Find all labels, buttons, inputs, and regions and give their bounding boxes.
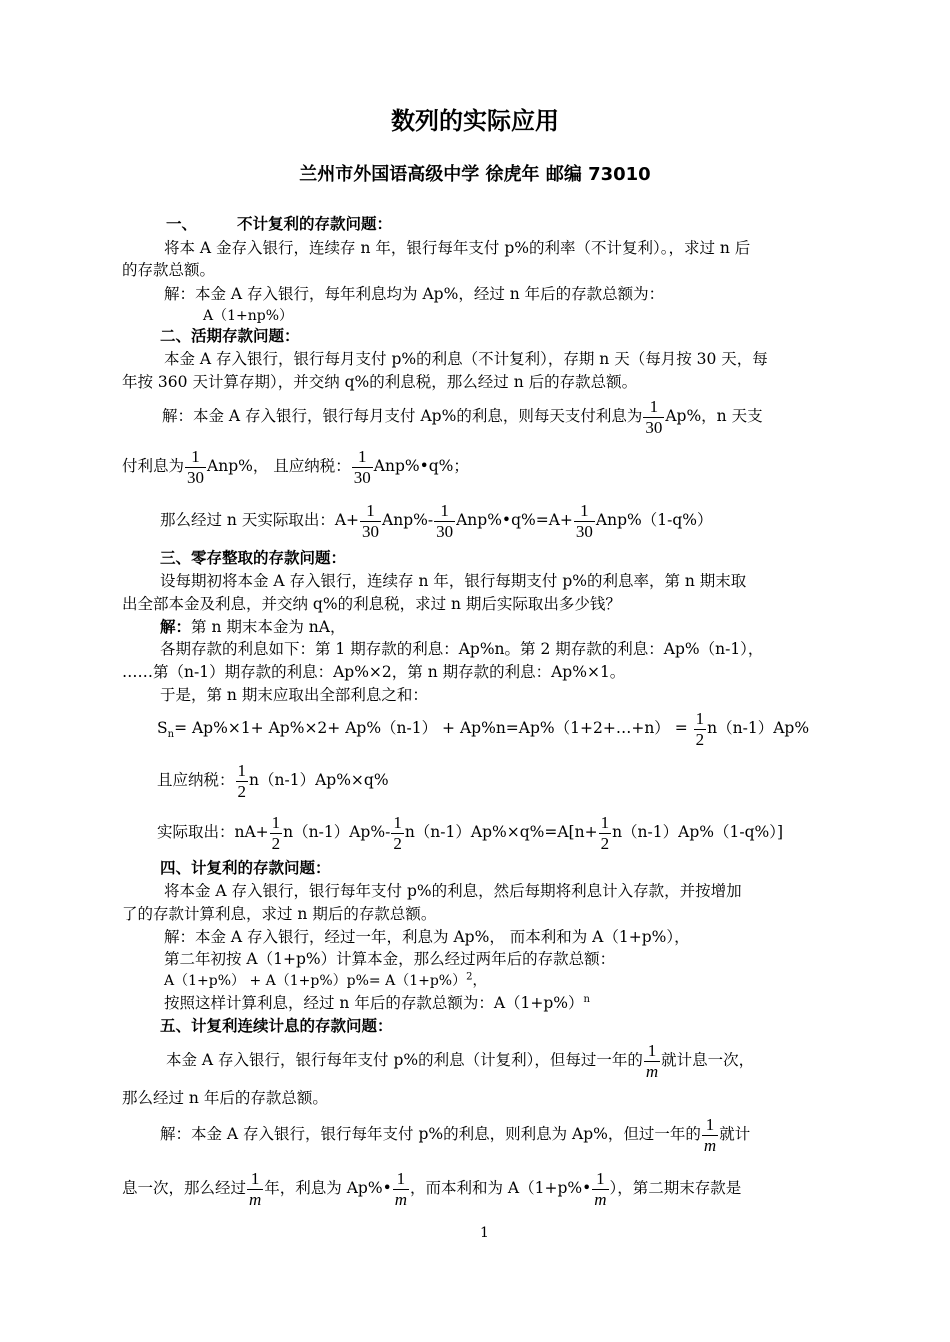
text-segment: ， [472,973,487,989]
text-segment: n（n-1）Ap%- [283,823,391,841]
text-segment: Anp%•q%； [373,457,469,475]
fraction-one-thirtieth [643,397,664,438]
text-segment: 那么经过 n 天实际取出：A+ [160,511,360,529]
text-segment: 实际取出：nA+ [157,823,269,841]
fraction-one-thirtieth [574,501,595,542]
section-3-para-line-1: 设每期初将本金 A 存入银行，连续存 n 年，银行每期支付 p%的利息率，第 n 期末取 [160,572,747,590]
page-number: 1 [480,1225,489,1241]
page-subtitle: 兰州市外国语高级中学 徐虎年 邮编 73010 [299,164,651,185]
text-segment: 息一次，那么经过 [122,1179,247,1197]
text-segment: Anp%， 且应纳税： [207,457,351,475]
fraction-one-half [599,813,612,854]
section-1-solution: 解：本金 A 存入银行，每年利息均为 Ap%，经过 n 年后的存款总额为： [164,285,665,303]
section-4-para-line-1: 将本金 A 存入银行，银行每年支付 p%的利息，然后每期将利息计入存款，并按增加 [164,882,742,900]
text-segment: = Ap%×1+ Ap%×2+ Ap%（n-1） + Ap%n=Ap%（1+2+…+n） = [174,719,688,737]
fraction-denominator: 30 [362,521,380,541]
fraction-denominator: 2 [393,833,402,853]
text-segment: A（1+p%） + A（1+p%）p%= A（1+p%） [164,973,467,989]
section-1-para-line-1: 将本 A 金存入银行，连续存 n 年，银行每年支付 p%的利率（不计复利）。，求过 n 后 [164,239,751,257]
section-1-para-line-2: 的存款总额。 [122,261,216,279]
fraction-denominator: 2 [600,833,610,853]
fraction-denominator: 30 [187,467,205,487]
text-segment: 且应纳税： [157,771,235,789]
text-segment: 年，利息为 Ap%• [264,1179,392,1197]
fraction-denominator: m [703,1135,717,1155]
fraction-one-half [391,813,404,854]
fraction-numerator: 1 [695,708,705,728]
section-2-solution-line-1 [162,396,763,438]
section-5-heading: 五、计复利连续计息的存款问题： [160,1017,393,1035]
text-segment: n（n-1）Ap% [707,719,810,737]
text-segment: n（n-1）Ap%×q% [249,771,389,789]
text-segment: ），第二期末存款是 [609,1179,742,1197]
text-segment: 就计 [719,1125,751,1143]
section-5-solution-line-1 [160,1114,750,1156]
sum-symbol: S [157,719,168,737]
text-segment: 付利息为 [122,457,185,475]
section-3-para-line-5: 于是，第 n 期末应取出全部利息之和： [160,686,428,704]
fraction-numerator: 1 [396,1168,406,1188]
fraction-numerator: 1 [440,500,449,520]
fraction-one-thirtieth [185,447,206,488]
fraction-denominator: 30 [645,417,663,437]
section-3-para-line-4: ……第（n-1）期存款的利息：Ap%×2，第 n 期存款的利息：Ap%×1。 [122,663,626,681]
section-3-sum-formula [157,708,809,750]
fraction-numerator: 1 [191,446,200,466]
text-segment: 就计息一次， [661,1051,755,1069]
fraction-one-over-m [702,1115,718,1156]
section-5-solution-line-2 [122,1168,741,1210]
fraction-numerator: 1 [393,812,402,832]
section-1-heading: 不计复利的存款问题： [237,215,393,233]
section-4-para-line-2: 了的存款计算利息，求过 n 期后的存款总额。 [122,905,437,923]
section-1-result: A（1+np%） [203,308,294,324]
section-4-heading: 四、计复利的存款问题： [160,859,331,877]
section-4-solution-line-4 [164,992,590,1014]
section-4-solution-line-2: 第二年初按 A（1+p%）计算本金，那么经过两年后的存款总额： [164,950,616,968]
fraction-numerator: 1 [600,812,610,832]
fraction-one-over-m [393,1169,409,1210]
section-3-para-line-2: 出全部本金及利息，并交纳 q%的利息税，求过 n 期后实际取出多少钱？ [122,595,621,613]
fraction-one-half [270,813,283,854]
exponent: 2 [466,971,473,983]
fraction-one-over-m [592,1169,608,1210]
fraction-numerator: 1 [358,446,367,466]
section-4-solution-line-3 [164,970,487,992]
section-2-solution-line-3 [160,500,712,542]
fraction-numerator: 1 [237,760,247,780]
text-segment: n（n-1）Ap%（1-q%）] [612,823,784,841]
section-5-para-line-1 [166,1040,754,1082]
text-segment: Anp%（1-q%） [595,511,713,529]
fraction-one-thirtieth [360,501,381,542]
text-segment: 按照这样计算利息，经过 n 年后的存款总额为：A（1+p%） [164,994,584,1012]
fraction-denominator: 30 [353,467,371,487]
fraction-denominator: 30 [436,521,454,541]
fraction-denominator: m [394,1189,407,1209]
section-1-number: 一、 [166,215,198,233]
fraction-denominator: m [249,1189,262,1209]
fraction-numerator: 1 [250,1168,260,1188]
fraction-numerator: 1 [580,500,589,520]
text-segment: ，而本利和为 A（1+p%• [410,1179,592,1197]
solution-label: 解： [160,618,192,636]
text-segment: 解：本金 A 存入银行，银行每年支付 p%的利息，则利息为 Ap%，但过一年的 [160,1125,701,1143]
text-segment: Ap%，n 天支 [665,407,763,425]
fraction-one-thirtieth [352,447,373,488]
fraction-numerator: 1 [647,1040,657,1060]
page-title: 数列的实际应用 [391,107,559,135]
fraction-one-over-m [644,1041,660,1082]
fraction-one-over-m [247,1169,263,1210]
text-segment: Anp%- [382,511,434,529]
text-segment: 解：本金 A 存入银行，银行每月支付 Ap%的利息，则每天支付利息为 [162,407,643,425]
section-2-heading: 二、活期存款问题： [160,327,300,345]
section-3-para-line-3: 各期存款的利息如下：第 1 期存款的利息：Ap%n。第 2 期存款的利息：Ap%（n-1）， [160,640,764,658]
fraction-denominator: 2 [271,833,281,853]
text-segment: n（n-1）Ap%×q%=A[n+ [404,823,598,841]
fraction-numerator: 1 [596,1168,605,1188]
fraction-denominator: m [645,1061,659,1081]
fraction-numerator: 1 [366,500,375,520]
fraction-one-half [236,761,249,802]
fraction-denominator: m [594,1189,607,1209]
fraction-denominator: 30 [575,521,593,541]
section-3-actual-formula [157,812,783,854]
text-segment: Anp%•q%=A+ [456,511,573,529]
section-3-heading: 三、零存整取的存款问题： [160,549,347,567]
section-5-para-line-2: 那么经过 n 年后的存款总额。 [122,1089,328,1107]
section-2-para-line-1: 本金 A 存入银行，银行每月支付 p%的利息（不计复利），存期 n 天（每月按 30 天，每 [164,350,768,368]
fraction-numerator: 1 [649,396,659,416]
section-3-solution [160,616,345,638]
section-3-tax-formula [157,760,389,802]
section-2-solution-line-2 [122,446,469,488]
fraction-denominator: 2 [237,781,247,801]
text-segment: 第 n 期末本金为 nA， [191,618,346,636]
sum-subscript: n [167,729,175,741]
fraction-denominator: 2 [695,729,705,749]
fraction-numerator: 1 [705,1114,715,1134]
section-2-para-line-2: 年按 360 天计算存期），并交纳 q%的利息税，那么经过 n 后的存款总额。 [122,373,638,391]
section-4-solution-line-1: 解：本金 A 存入银行，经过一年，利息为 Ap%， 而本利和为 A（1+p%）， [164,928,690,946]
text-segment: 本金 A 存入银行，银行每年支付 p%的利息（计复利），但每过一年的 [166,1051,643,1069]
exponent: n [583,993,590,1005]
fraction-one-half [694,709,707,750]
fraction-one-thirtieth [434,501,455,542]
fraction-numerator: 1 [271,812,281,832]
